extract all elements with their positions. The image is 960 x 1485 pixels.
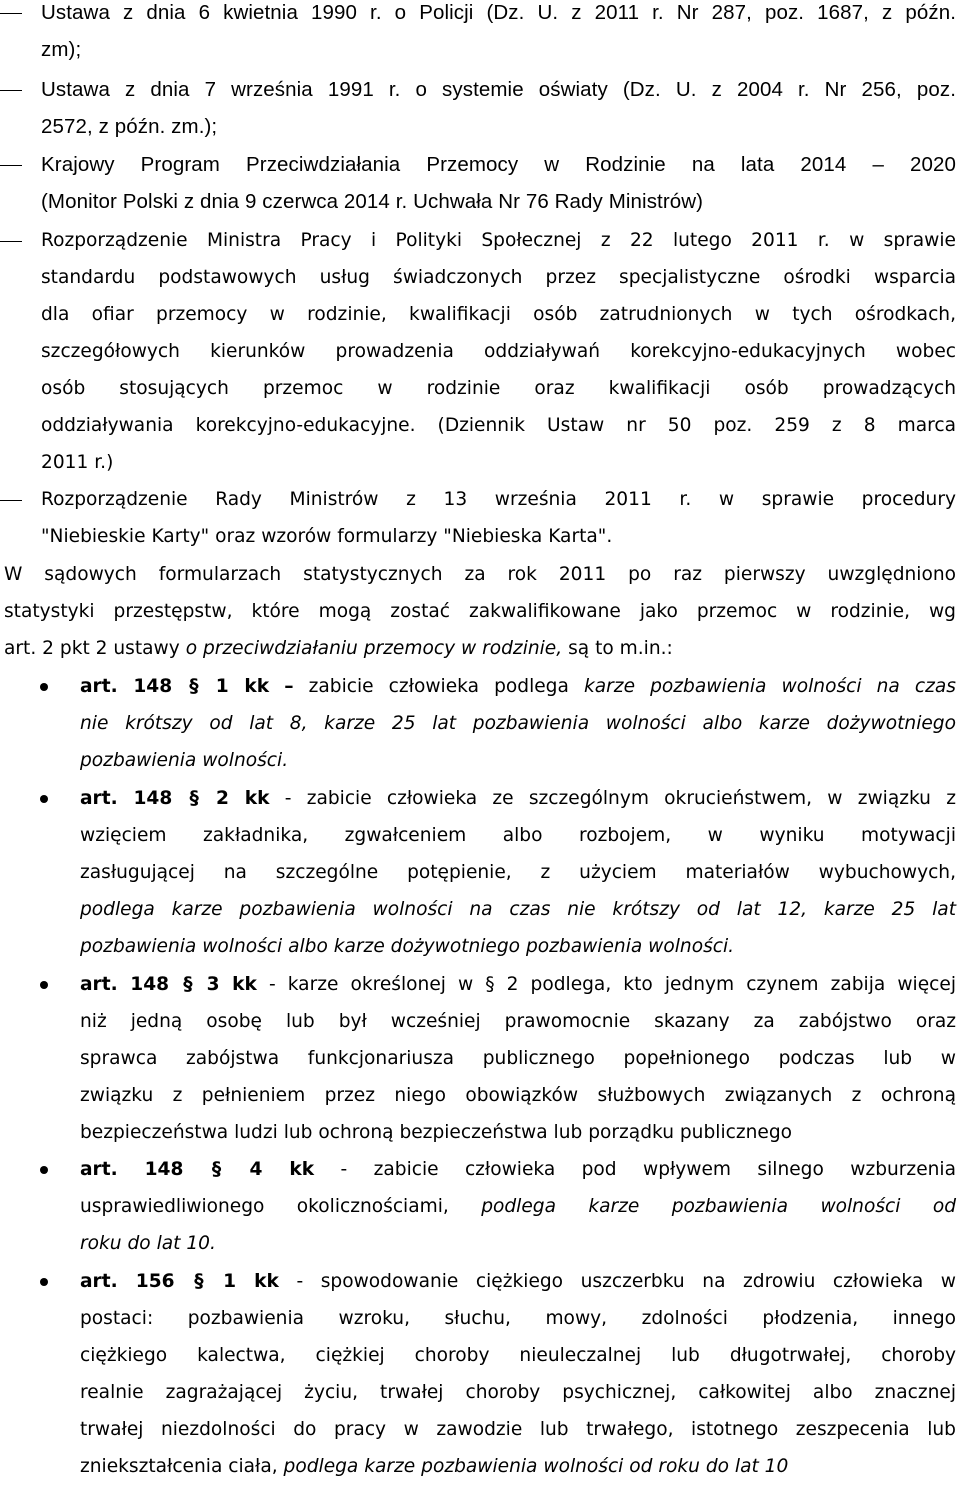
dash-bullet-icon: [0, 241, 22, 242]
paragraph-ref: 3 kk: [206, 974, 257, 995]
text-line: [80, 1151, 956, 1188]
penalty-text: roku do lat 10.: [80, 1233, 216, 1254]
article-ref: art. 156: [80, 1271, 175, 1292]
penalty-text: podlega karze pozbawienia wolności na czas nie krótszy od lat 12, karze 25 lat: [80, 899, 956, 920]
paragraph-ref: 2 kk: [216, 788, 270, 809]
text-run: usprawiedliwionego okolicznościami,: [80, 1196, 482, 1217]
text-line: 2011 r.): [41, 452, 114, 473]
text-line: standardu podstawowych usług świadczonych przez specjalistyczne ośrodki wsparcia: [41, 267, 956, 288]
text-line: trwałej niezdolności do pracy w zawodzie lub trwałego, istotnego zeszpecenia lub: [80, 1419, 956, 1440]
text-line: dla ofiar przemocy w rodzinie, kwalifikacji osób zatrudnionych w tych ośrodkach,: [41, 304, 956, 325]
text-line: niż jedną osobę lub był wcześniej prawomocnie skazany za zabójstwo oraz: [80, 1011, 956, 1032]
text-line: Krajowy Program Przeciwdziałania Przemocy w Rodzinie na lata 2014 – 2020: [41, 153, 956, 176]
text-line: [80, 1188, 956, 1225]
text-line: statystyki przestępstw, które mogą zostać zakwalifikowane jako przemoc w rodzinie, wg: [4, 601, 956, 622]
text-line: [80, 966, 956, 1003]
text-line: [80, 668, 956, 705]
text-line: [80, 1448, 956, 1485]
legal-basis-text: [41, 222, 956, 481]
penalty-text: pozbawienia wolności.: [80, 750, 289, 771]
text-run: zabicie człowieka podlega: [293, 676, 584, 697]
text-run: - zabicie człowieka ze szczególnym okrucieństwem, w związku z: [269, 788, 956, 809]
penalty-text: nie krótszy od lat 8, karze 25 lat pozbawienia wolności albo karze dożywotniego: [80, 713, 956, 734]
text-line: [4, 630, 956, 667]
text-line: [80, 705, 956, 742]
text-line: [80, 1263, 956, 1300]
text-run: - karze określonej w § 2 podlega, kto jednym czynem zabija więcej: [256, 974, 956, 995]
text-line: (Monitor Polski z dnia 9 czerwca 2014 r. Uchwała Nr 76 Rady Ministrów): [41, 190, 704, 213]
legal-basis-text: [41, 71, 956, 145]
text-line: oddziaływania korekcyjno-edukacyjne. (Dziennik Ustaw nr 50 poz. 259 z 8 marca: [41, 415, 956, 436]
dash-bullet-icon: [0, 165, 22, 166]
article-ref: art. 148: [80, 788, 173, 809]
article-ref: art. 148: [80, 974, 170, 995]
bullet-dot-icon: [40, 1166, 48, 1174]
penalty-text: pozbawienia wolności albo karze dożywotniego pozbawienia wolności.: [80, 936, 735, 957]
offence-text: [80, 1151, 956, 1262]
text-line: sprawca zabójstwa funkcjonariusza publicznego popełnionego podczas lub w: [80, 1048, 956, 1069]
bullet-dot-icon: [40, 981, 48, 989]
offence-text: [80, 780, 956, 965]
dash-bullet-icon: [0, 500, 22, 501]
offence-text: [80, 1263, 956, 1485]
text-line: ciężkiego kalectwa, ciężkiej choroby nieuleczalnej lub długotrwałej, choroby: [80, 1345, 956, 1366]
offence-text: [80, 668, 956, 779]
text-line: wzięciem zakładnika, zgwałceniem albo rozbojem, w wyniku motywacji: [80, 825, 956, 846]
penalty-text: podlega karze pozbawienia wolności od roku do lat 10: [283, 1456, 789, 1477]
text-run: - spowodowanie ciężkiego uszczerbku na zdrowiu człowieka w: [278, 1271, 956, 1292]
text-line: bezpieczeństwa ludzi lub ochroną bezpieczeństwa lub porządku publicznego: [80, 1122, 792, 1143]
text-line: związku z pełnieniem przez niego obowiązków służbowych związanych z ochroną: [80, 1085, 956, 1106]
text-line: Rozporządzenie Ministra Pracy i Polityki Społecznej z 22 lutego 2011 r. w sprawie: [41, 230, 956, 251]
bullet-dot-icon: [40, 1278, 48, 1286]
text-line: osób stosujących przemoc w rodzinie oraz kwalifikacji osób prowadzących: [41, 378, 956, 399]
text-line: [80, 742, 956, 779]
section-sign: §: [194, 1271, 204, 1292]
text-line: postaci: pozbawienia wzroku, słuchu, mowy, zdolności płodzenia, innego: [80, 1308, 956, 1329]
text-line: 2572, z późn. zm.);: [41, 115, 218, 138]
text-line: "Niebieskie Karty" oraz wzorów formularzy "Niebieska Karta".: [41, 526, 613, 547]
text-line: realnie zagrażającej życiu, trwałej choroby psychicznej, całkowitej albo znacznej: [80, 1382, 956, 1403]
bullet-dot-icon: [40, 683, 48, 691]
offence-text: [80, 966, 956, 1151]
text-line: [80, 891, 956, 928]
intro-paragraph: [4, 556, 956, 667]
text-run: art. 2 pkt 2 ustawy: [4, 638, 186, 659]
section-sign: §: [189, 788, 199, 809]
article-ref: art. 148: [80, 676, 173, 697]
text-run: zniekształcenia ciała,: [80, 1456, 284, 1477]
text-line: [80, 928, 956, 965]
legal-basis-text: [41, 0, 956, 68]
text-line: Ustawa z dnia 7 września 1991 r. o systemie oświaty (Dz. U. z 2004 r. Nr 256, poz.: [41, 78, 956, 101]
text-line: szczegółowych kierunków prowadzenia oddziaływań korekcyjno-edukacyjnych wobec: [41, 341, 956, 362]
text-line: W sądowych formularzach statystycznych za rok 2011 po raz pierwszy uwzględniono: [4, 564, 956, 585]
text-line: zasługującej na szczególne potępienie, z użyciem materiałów wybuchowych,: [80, 862, 956, 883]
penalty-text: podlega karze pozbawienia wolności od: [481, 1196, 956, 1217]
paragraph-ref: 1 kk: [223, 1271, 279, 1292]
text-line: Rozporządzenie Rady Ministrów z 13 września 2011 r. w sprawie procedury: [41, 489, 956, 510]
penalty-text: karze pozbawienia wolności na czas: [584, 676, 956, 697]
paragraph-ref: 1 kk: [215, 676, 270, 697]
legal-basis-text: [41, 481, 956, 555]
text-line: [80, 1225, 956, 1262]
dash-bullet-icon: [0, 13, 22, 14]
article-ref: art. 148: [80, 1159, 184, 1180]
text-line: Ustawa z dnia 6 kwietnia 1990 r. o Policji (Dz. U. z 2011 r. Nr 287, poz. 1687, z późn.: [41, 1, 956, 24]
text-line: [80, 780, 956, 817]
legal-basis-text: [41, 146, 956, 220]
dash-bullet-icon: [0, 90, 22, 91]
text-line: zm);: [41, 38, 82, 61]
paragraph-ref: 4 kk: [249, 1159, 315, 1180]
section-sign: §: [189, 676, 199, 697]
act-title: o przeciwdziałaniu przemocy w rodzinie,: [185, 638, 563, 659]
text-run: są to m.in.:: [562, 638, 673, 659]
separator: –: [284, 676, 294, 697]
bullet-dot-icon: [40, 795, 48, 803]
text-run: - zabicie człowieka pod wpływem silnego wzburzenia: [314, 1159, 956, 1180]
section-sign: §: [211, 1159, 222, 1180]
section-sign: §: [183, 974, 193, 995]
